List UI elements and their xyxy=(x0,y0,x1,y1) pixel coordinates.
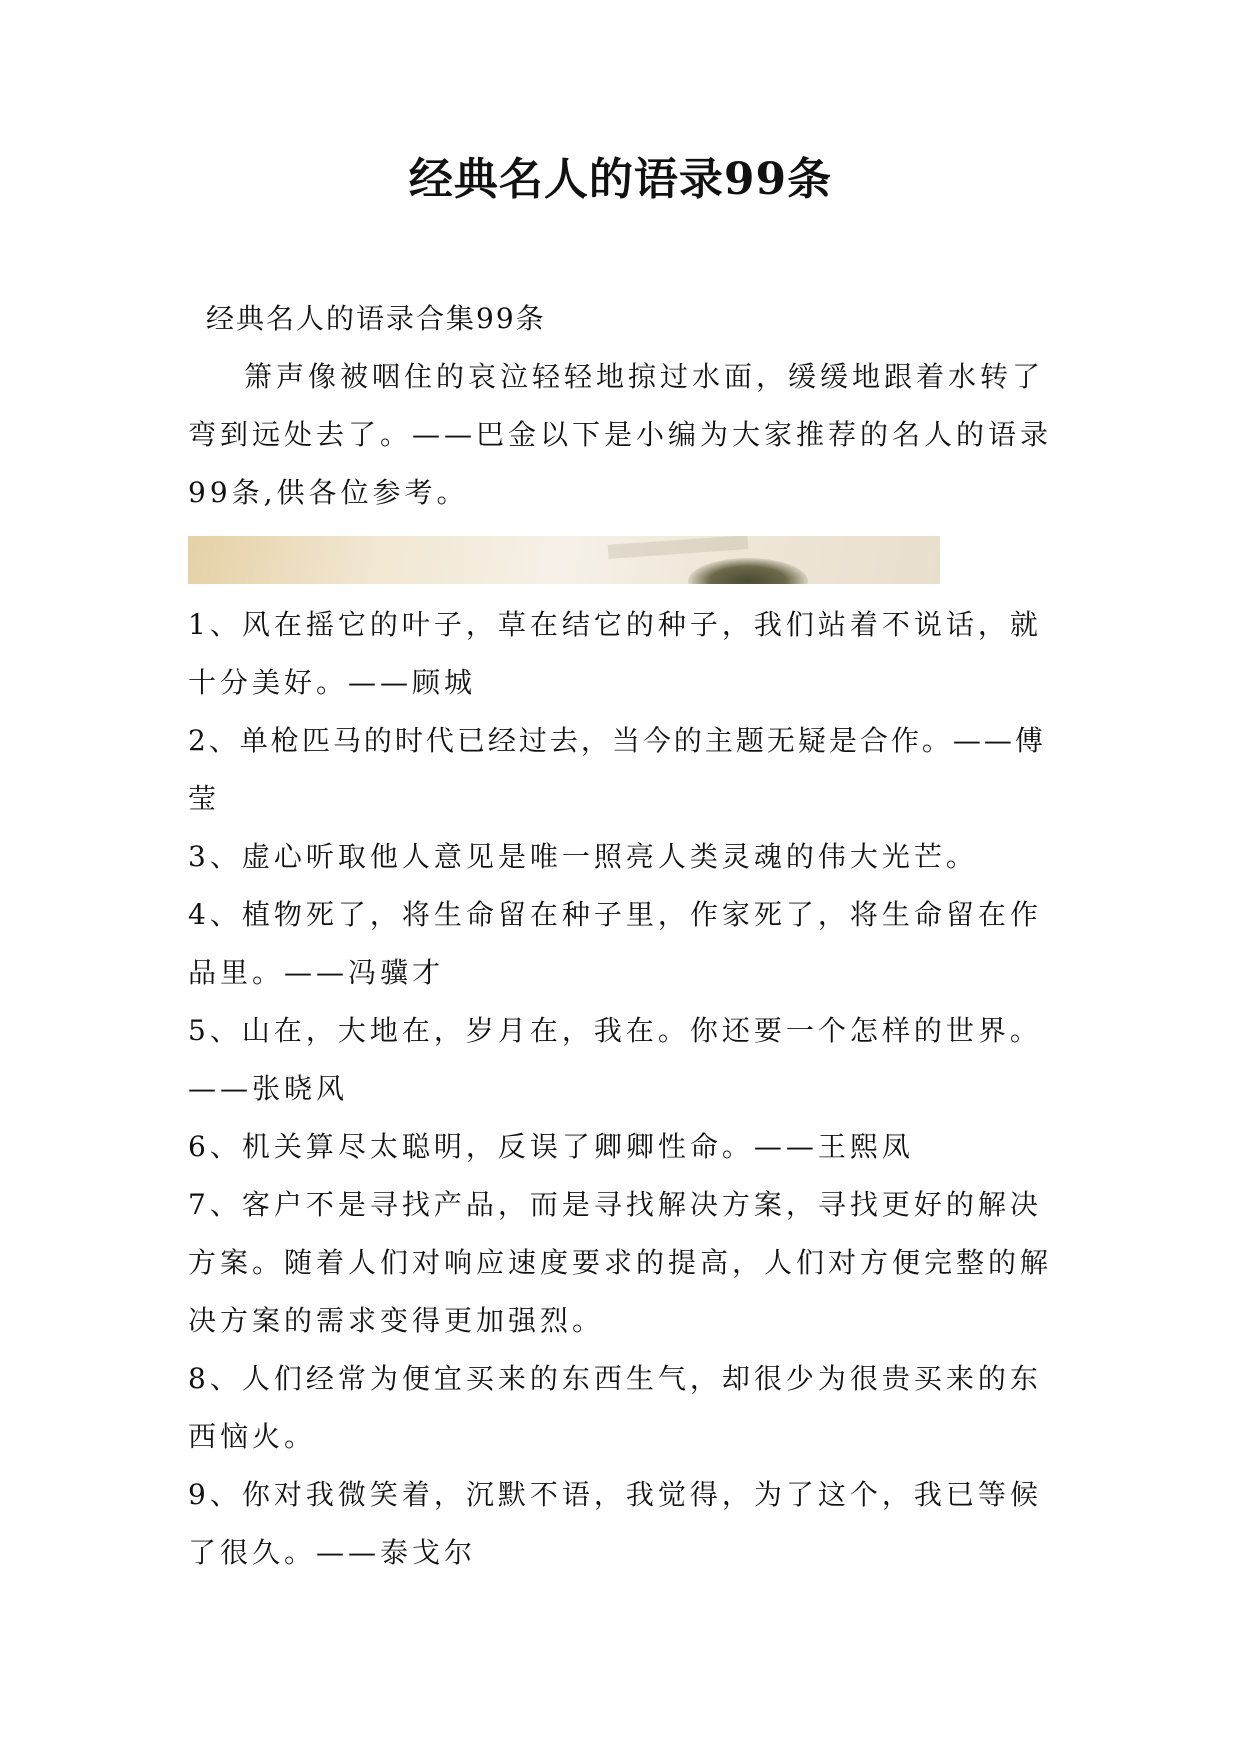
document-body xyxy=(188,290,1068,1582)
quote-item: 2、单枪匹马的时代已经过去，当今的主题无疑是合作。——傅莹 xyxy=(188,724,1046,815)
photo-dark-object xyxy=(688,558,808,584)
quote-item: 5、山在，大地在，岁月在，我在。你还要一个怎样的世界。——张晓风 xyxy=(188,1014,1042,1105)
quote-item: 6、机关算尽太聪明，反误了卿卿性命。——王熙凤 xyxy=(188,1130,914,1163)
decorative-photo xyxy=(188,536,940,584)
document-subtitle: 经典名人的语录合集99条 xyxy=(206,302,546,335)
quote-item: 4、植物死了，将生命留在种子里，作家死了，将生命留在作品里。——冯骥才 xyxy=(188,898,1042,989)
photo-sheen xyxy=(608,536,749,559)
quote-item: 7、客户不是寻找产品，而是寻找解决方案，寻找更好的解决方案。随着人们对响应速度要求的提高，人们对方便完整的解决方案的需求变得更加强烈。 xyxy=(188,1188,1053,1337)
intro-paragraph: 箫声像被咽住的哀泣轻轻地掠过水面，缓缓地跟着水转了弯到远处去了。——巴金以下是小编为大家推荐的名人的语录99条,供各位参考。 xyxy=(188,360,1053,509)
quote-item: 9、你对我微笑着，沉默不语，我觉得，为了这个，我已等候了很久。——泰戈尔 xyxy=(188,1478,1042,1569)
quote-item: 8、人们经常为便宜买来的东西生气，却很少为很贵买来的东西恼火。 xyxy=(188,1362,1042,1453)
quote-item: 3、虚心听取他人意见是唯一照亮人类灵魂的伟大光芒。 xyxy=(188,840,978,873)
quote-item: 1、风在摇它的叶子，草在结它的种子，我们站着不说话，就十分美好。——顾城 xyxy=(188,608,1042,699)
page-title: 经典名人的语录99条 xyxy=(408,154,833,205)
